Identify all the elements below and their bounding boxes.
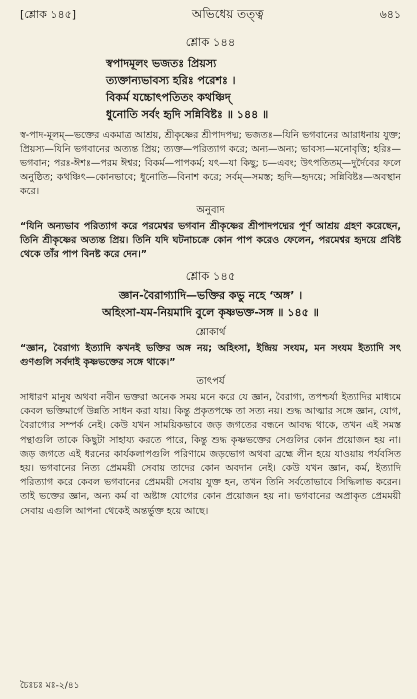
page-footer: চৈঃচঃ মঃ-২/৪১: [20, 681, 80, 691]
purport-text: সাধারণ মানুষ অথবা নবীন ভক্তরা অনেক সময় মনে করে যে জ্ঞান, বৈরাগ্য, তপশ্চর্যা ইত্যাদির মাধ্যমে কেবল ভক্তিমার্গে উন্নতি সাধন করা যায়। কিন্তু প্রকৃতপক্ষে তা সত্য নয়। শুদ্ধ আত্মার সঙ্গে জ্ঞান, যোগ, বৈরাগ্যের সম্পর্ক নেই। কেউ যখন সাময়িকভাবে জড় জগতের বন্ধনে আবদ্ধ থাকে, তখন এই সমস্ত পন্থাগুলি তাকে কিছুটা সাহায্য করতে পারে, কিন্তু শুদ্ধ কৃষ্ণভক্তের সেগুলির কোন প্রয়োজন হয় না। জড় জগতে এই ধরনের কার্যকলাপগুলি পরিণামে জড়ভোগ অথবা ব্রহ্মে লীন হয়ে যাওয়ায় পর্যবসিত হয়। ভগবানের নিত্য প্রেমময়ী সেবায় তাদের কোন অবদান নেই। কেউ যখন জ্ঞান, কর্ম, ইত্যাদি পরিত্যাগ করে কেবল ভগবানের প্রেমময়ী সেবায় যুক্ত হন, তখন তিনি সর্বতোভাবে সিদ্ধিলাভ করেন। তাই ভক্তের জ্ঞান, অন্য কর্ম বা অষ্টাঙ্গ যোগের কোন প্রয়োজন হয় না। ভগবানের অপ্রাকৃত প্রেমময়ী সেবায় এগুলি আপনা থেকেই অন্তর্ভুক্ত হয়ে আছে।: [20, 392, 401, 517]
chapter-title: অভিধেয় তত্ত্ব: [191, 7, 264, 21]
word-for-word: স্ব-পাদ-মূলম্—ভক্তের একমাত্র আশ্রয়, শ্রীকৃষ্ণের শ্রীপাদপদ্ম; ভজতঃ—যিনি ভগবানের আরাধনায় যুক্ত; প্রিয়স্য—যিনি ভগবানের অত্যন্ত প্রিয়; ত্যক্ত—পরিত্যাগ করে; অন্য—অন্য; ভাবস্য—মনোবৃত্তি; হরিঃ—ভগবান; পরঃ-ঈশঃ—পরম ঈশ্বর; বিকর্ম—পাপকর্ম; যৎ—যা কিছু; চ—এবং; উৎপতিতম্—দুর্দৈবের ফলে অনুষ্ঠিত; কথঞ্চিৎ—কোনভাবে; ধুনোতি—বিনাশ করে; সর্বম্—সমস্ত; হৃদি—হৃদয়ে; সন্নিবিষ্টঃ—অবস্থান করে।: [20, 130, 401, 197]
shlokartha-text: “জ্ঞান, বৈরাগ্য ইত্যাদি কখনই ভক্তির অঙ্গ নয়; অহিংসা, ইন্দ্রিয় সংযম, মন সংযম ইত্যাদি সৎ গুণগুলি সর্বদাই কৃষ্ণভক্তের সঙ্গে থাকে।”: [20, 343, 402, 368]
verse-line: স্বপাদমূলং ভজতঃ প্রিয়স্য: [106, 57, 217, 70]
shlokartha-label: শ্লোকার্থ: [195, 327, 226, 338]
verse-line: জ্ঞান-বৈরাগ্যাদি—ভক্তির কভু নহে ‘অঙ্গ’ ।: [118, 289, 303, 302]
verse-line: ত্যক্তান্যভাবস্য হরিঃ পরেশঃ ।: [106, 74, 236, 87]
verse-144-heading: শ্লোক ১৪৪: [185, 35, 236, 49]
purport-label: তাৎপর্য: [196, 376, 225, 387]
translation-text: “যিনি অন্যভাব পরিত্যাগ করে পরমেশ্বর ভগবান শ্রীকৃষ্ণের শ্রীপাদপদ্মের পূর্ণ আশ্রয় গ্রহণ করেছেন, তিনি শ্রীকৃষ্ণের অত্যন্ত প্রিয়। তিনি যদি ঘটনাচক্রে কোন পাপ করেও ফেলেন, পরমেশ্বর হৃদয়ে প্রবিষ্ট থেকে তাঁর পাপ বিনষ্ট করে দেন।”: [20, 221, 401, 260]
verse-145-heading: শ্লোক ১৪৫: [185, 269, 236, 283]
page-header: [20, 6, 401, 28]
verse-line: বিকর্ম যচ্চোৎপতিতং কথঞ্চিদ্: [106, 91, 231, 104]
header-verse-ref: [শ্লোক ১৪৫]: [20, 8, 77, 21]
verse-line: অহিংসা-যম-নিয়মাদি বুলে কৃষ্ণভক্ত-সঙ্গ ॥ ১৪৫ ॥: [102, 306, 319, 319]
page-number: ৬৪১: [379, 8, 401, 21]
verse-145-text: [20, 287, 401, 321]
verse-line: ধুনোতি সর্বং হৃদি সন্নিবিষ্টঃ ॥ ১৪৪ ॥: [106, 108, 269, 121]
translation-label: অনুবাদ: [196, 205, 225, 216]
verse-144-text: [106, 55, 401, 123]
